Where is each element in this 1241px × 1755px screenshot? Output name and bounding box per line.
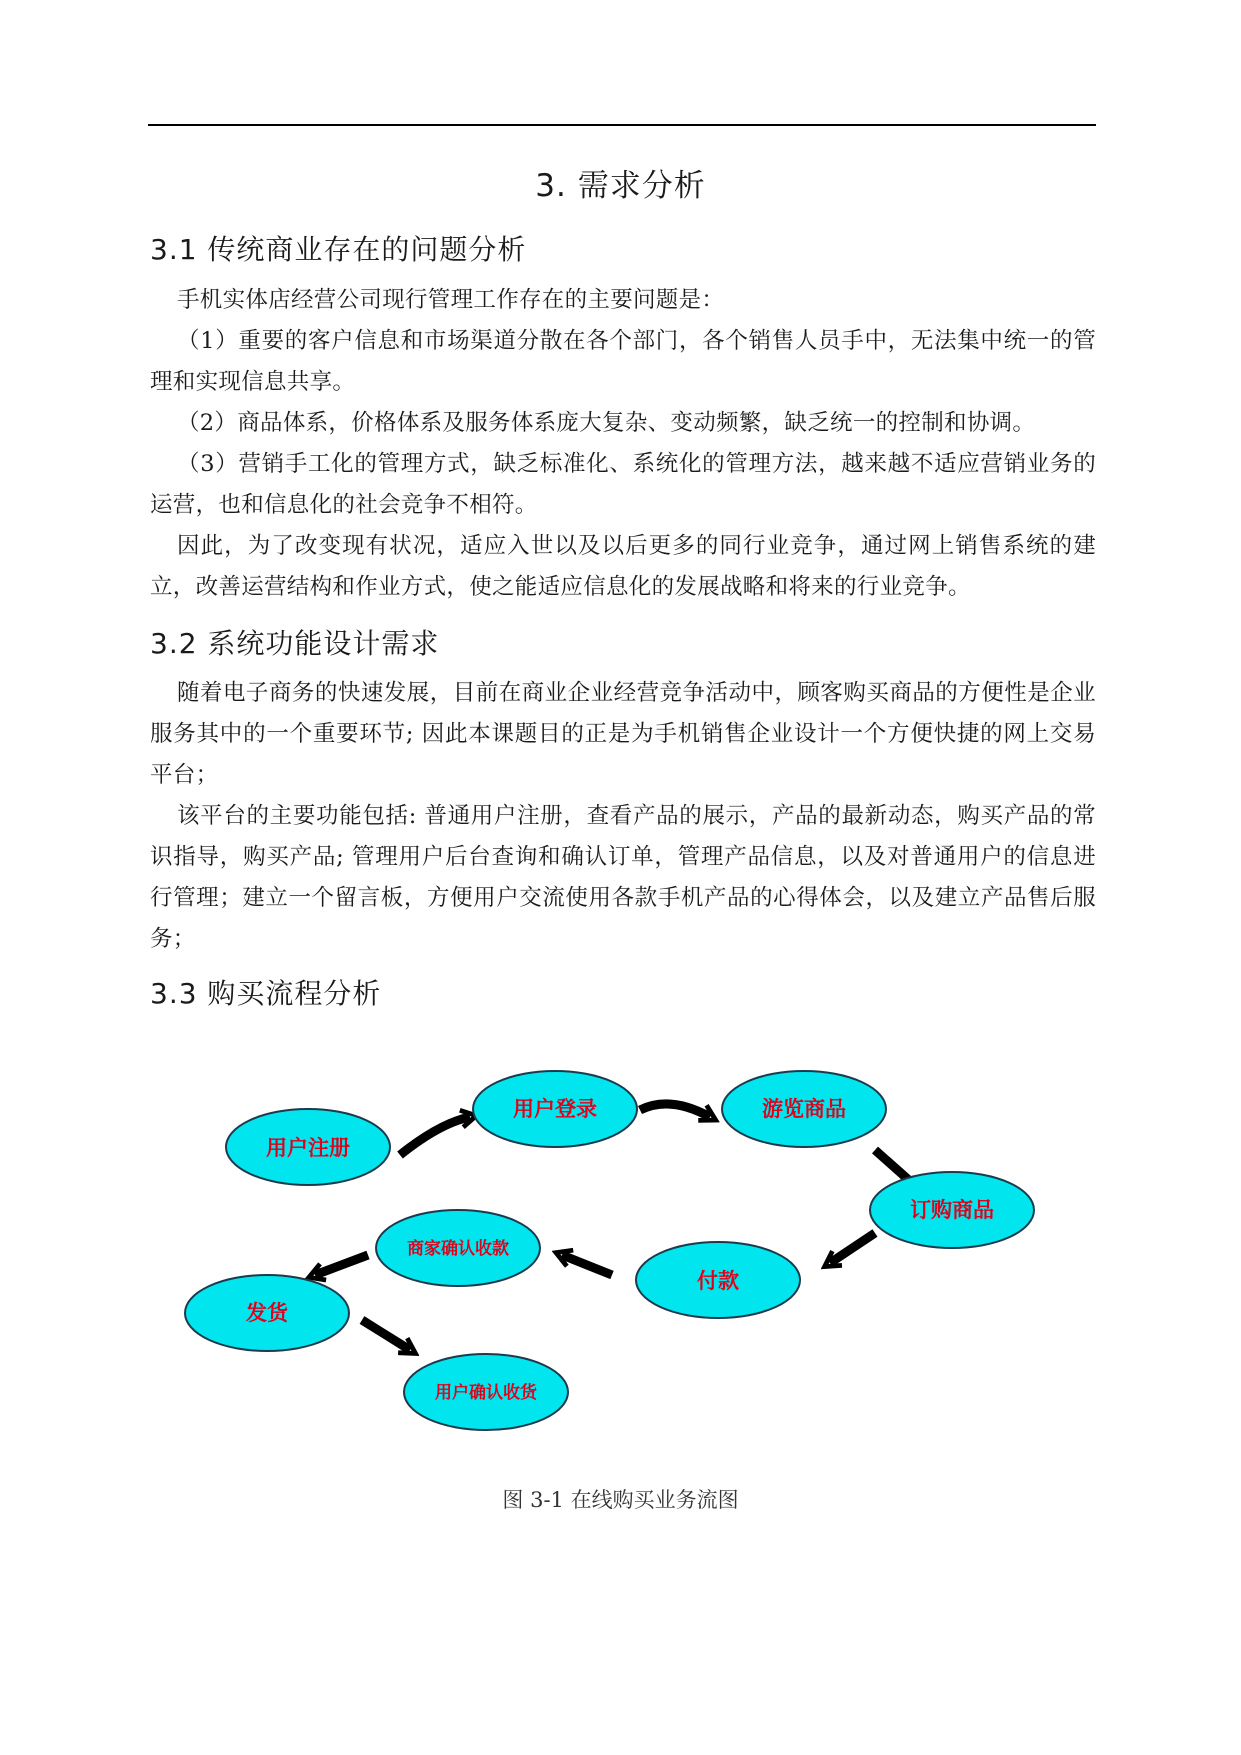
svg-text:用户登录: 用户登录	[513, 1097, 597, 1121]
flow-arrow	[562, 1255, 612, 1275]
figure-caption: 图 3-1 在线购买业务流图	[502, 1488, 739, 1512]
flow-node-browse	[722, 1071, 886, 1147]
flow-node-login	[473, 1071, 637, 1147]
paragraph-line: 该平台的主要功能包括: 普通用户注册，查看产品的展示，产品的最新动态，购买产品的常识指导，购买产品; 管理用户后台查询和确认订单，管理产品信息，以及对普通用户的信息进行管理；建立一个留言板，方便用户交流使用各款手机产品的心得体会，以及建立产品售后服务；	[150, 803, 1096, 952]
paragraph	[150, 673, 1096, 960]
svg-text:付款: 付款	[697, 1269, 739, 1293]
flow-node-ship	[185, 1275, 349, 1351]
section-heading-3-3: 3.3 购买流程分析	[150, 977, 382, 1010]
flow-node-user-confirm	[404, 1354, 568, 1430]
section-heading-3-1: 3.1 传统商业存在的问题分析	[150, 233, 527, 266]
svg-text:订购商品: 订购商品	[910, 1198, 994, 1222]
flow-node-merchant-confirm	[376, 1210, 540, 1286]
section-heading-3-2: 3.2 系统功能设计需求	[150, 627, 440, 660]
svg-text:游览商品: 游览商品	[762, 1097, 846, 1121]
flow-node-register	[226, 1109, 390, 1185]
purchase-flow-diagram	[150, 1045, 1096, 1475]
flow-arrow	[640, 1104, 710, 1117]
chapter-title: 3. 需求分析	[535, 168, 706, 204]
flow-arrow	[362, 1320, 410, 1350]
paragraph	[150, 280, 1096, 608]
paragraph-line: （3）营销手工化的管理方式，缺乏标准化、系统化的管理方法，越来越不适应营销业务的运营，也和信息化的社会竞争不相符。	[150, 451, 1096, 518]
flow-arrow	[830, 1233, 875, 1263]
flow-arrow	[315, 1255, 368, 1275]
paragraph-line: 因此，为了改变现有状况，适应入世以及以后更多的同行业竞争，通过网上销售系统的建立，改善运营结构和作业方式，使之能适应信息化的发展战略和将来的行业竞争。	[150, 533, 1096, 600]
svg-text:用户确认收货: 用户确认收货	[435, 1383, 537, 1403]
paragraph-line: （2）商品体系，价格体系及服务体系庞大复杂、变动频繁，缺乏统一的控制和协调。	[177, 410, 1036, 436]
svg-text:发货: 发货	[246, 1301, 288, 1325]
paragraph-line: 随着电子商务的快速发展，目前在商业企业经营竞争活动中，顾客购买商品的方便性是企业服务其中的一个重要环节; 因此本课题目的正是为手机销售企业设计一个方便快捷的网上交易平台；	[150, 680, 1096, 788]
header-rule	[148, 124, 1096, 126]
paragraph-line: 手机实体店经营公司现行管理工作存在的主要问题是：	[177, 287, 725, 313]
flow-node-order	[870, 1172, 1034, 1248]
svg-text:用户注册: 用户注册	[266, 1136, 350, 1160]
flow-arrow	[400, 1117, 470, 1155]
flow-node-pay	[636, 1242, 800, 1318]
paragraph-line: （1）重要的客户信息和市场渠道分散在各个部门，各个销售人员手中，无法集中统一的管理和实现信息共享。	[150, 328, 1096, 395]
svg-text:商家确认收款: 商家确认收款	[407, 1239, 509, 1259]
flow-svg	[150, 1045, 1096, 1475]
